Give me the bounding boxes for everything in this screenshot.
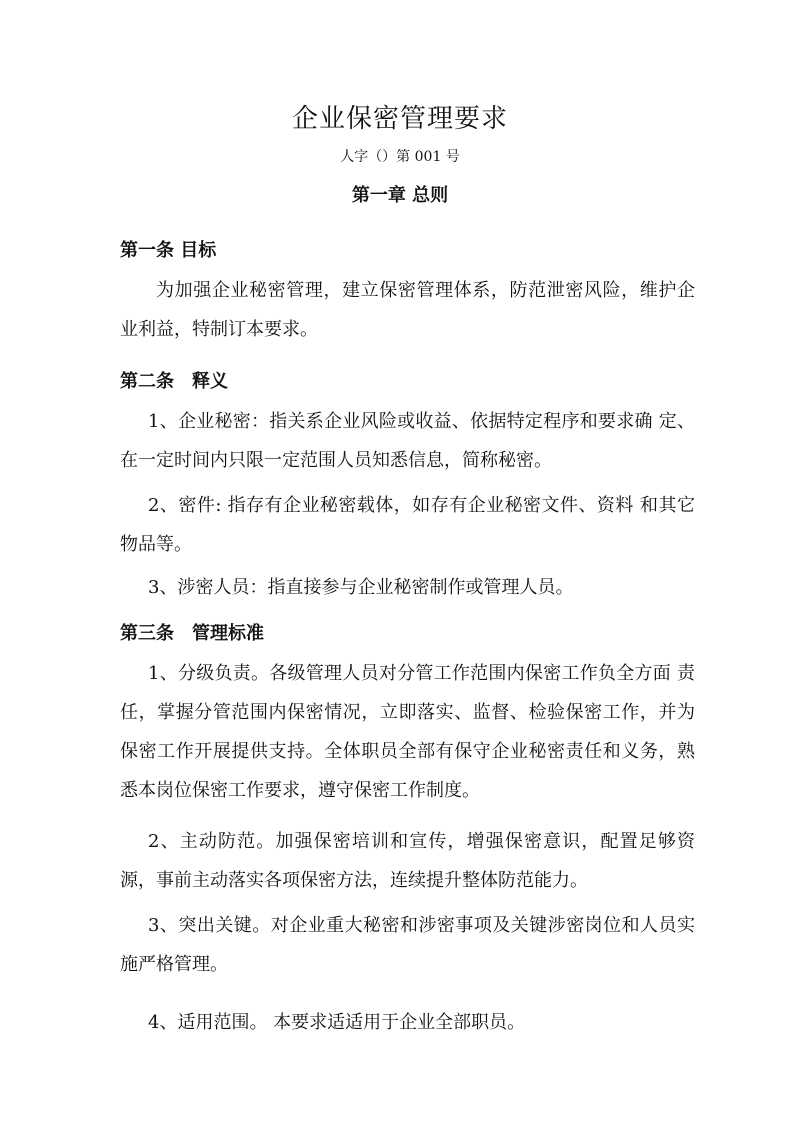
article-1-heading: 第一条 目标 xyxy=(120,240,217,261)
article-2-item-1-text: 1、企业秘密：指关系企业风险或收益、依据特定程序和要求确 定、在一定时间内只限一定范围人员知悉信息，简称秘密。 xyxy=(120,411,695,471)
document-number: 人字（）第 001 号 xyxy=(340,149,460,165)
article-3-item-3 xyxy=(120,906,695,984)
article-2-item-3-text: 3、涉密人员：指直接参与企业秘密制作或管理人员。 xyxy=(148,577,574,598)
article-3-item-4 xyxy=(120,1003,695,1042)
article-3-item-3-text: 3、突出关键。对企业重大秘密和涉密事项及关键涉密岗位和人员实施严格管理。 xyxy=(120,915,695,975)
article-3-heading: 第三条 管理标准 xyxy=(120,623,264,644)
article-2-item-3 xyxy=(120,568,695,607)
article-2-heading: 第二条 释义 xyxy=(120,371,228,392)
chapter-heading: 第一章 总则 xyxy=(351,185,449,206)
article-3-item-4-text: 4、适用范围。 本要求适适用于企业全部职员。 xyxy=(148,1012,526,1033)
article-3-item-2 xyxy=(120,822,695,900)
document-title: 企业保密管理要求 xyxy=(291,104,508,134)
article-1-body xyxy=(120,271,695,349)
article-3-item-1 xyxy=(120,654,695,810)
article-3-item-1-text: 1、分级负责。各级管理人员对分管工作范围内保密工作负全方面 责任，掌握分管范围内保密情况，立即落实、监督、检验保密工作，并为保密工作开展提供支持。全体职员全部有保守企业秘密责任和义务，熟悉本岗位保密工作要求，遵守保密工作制度。 xyxy=(120,663,695,801)
article-3-item-2-text: 2、主动防范。加强保密培训和宣传，增强保密意识，配置足够资源，事前主动落实各项保密方法，连续提升整体防范能力。 xyxy=(120,831,695,891)
article-2-item-2-text: 2、密件: 指存有企业秘密载体，如存有企业秘密文件、资料 和其它物品等。 xyxy=(120,495,695,555)
article-2-item-1 xyxy=(120,402,695,480)
article-2-item-2 xyxy=(120,486,695,564)
article-1-body-text: 为加强企业秘密管理，建立保密管理体系，防范泄密风险，维护企业利益，特制订本要求。 xyxy=(120,280,695,340)
